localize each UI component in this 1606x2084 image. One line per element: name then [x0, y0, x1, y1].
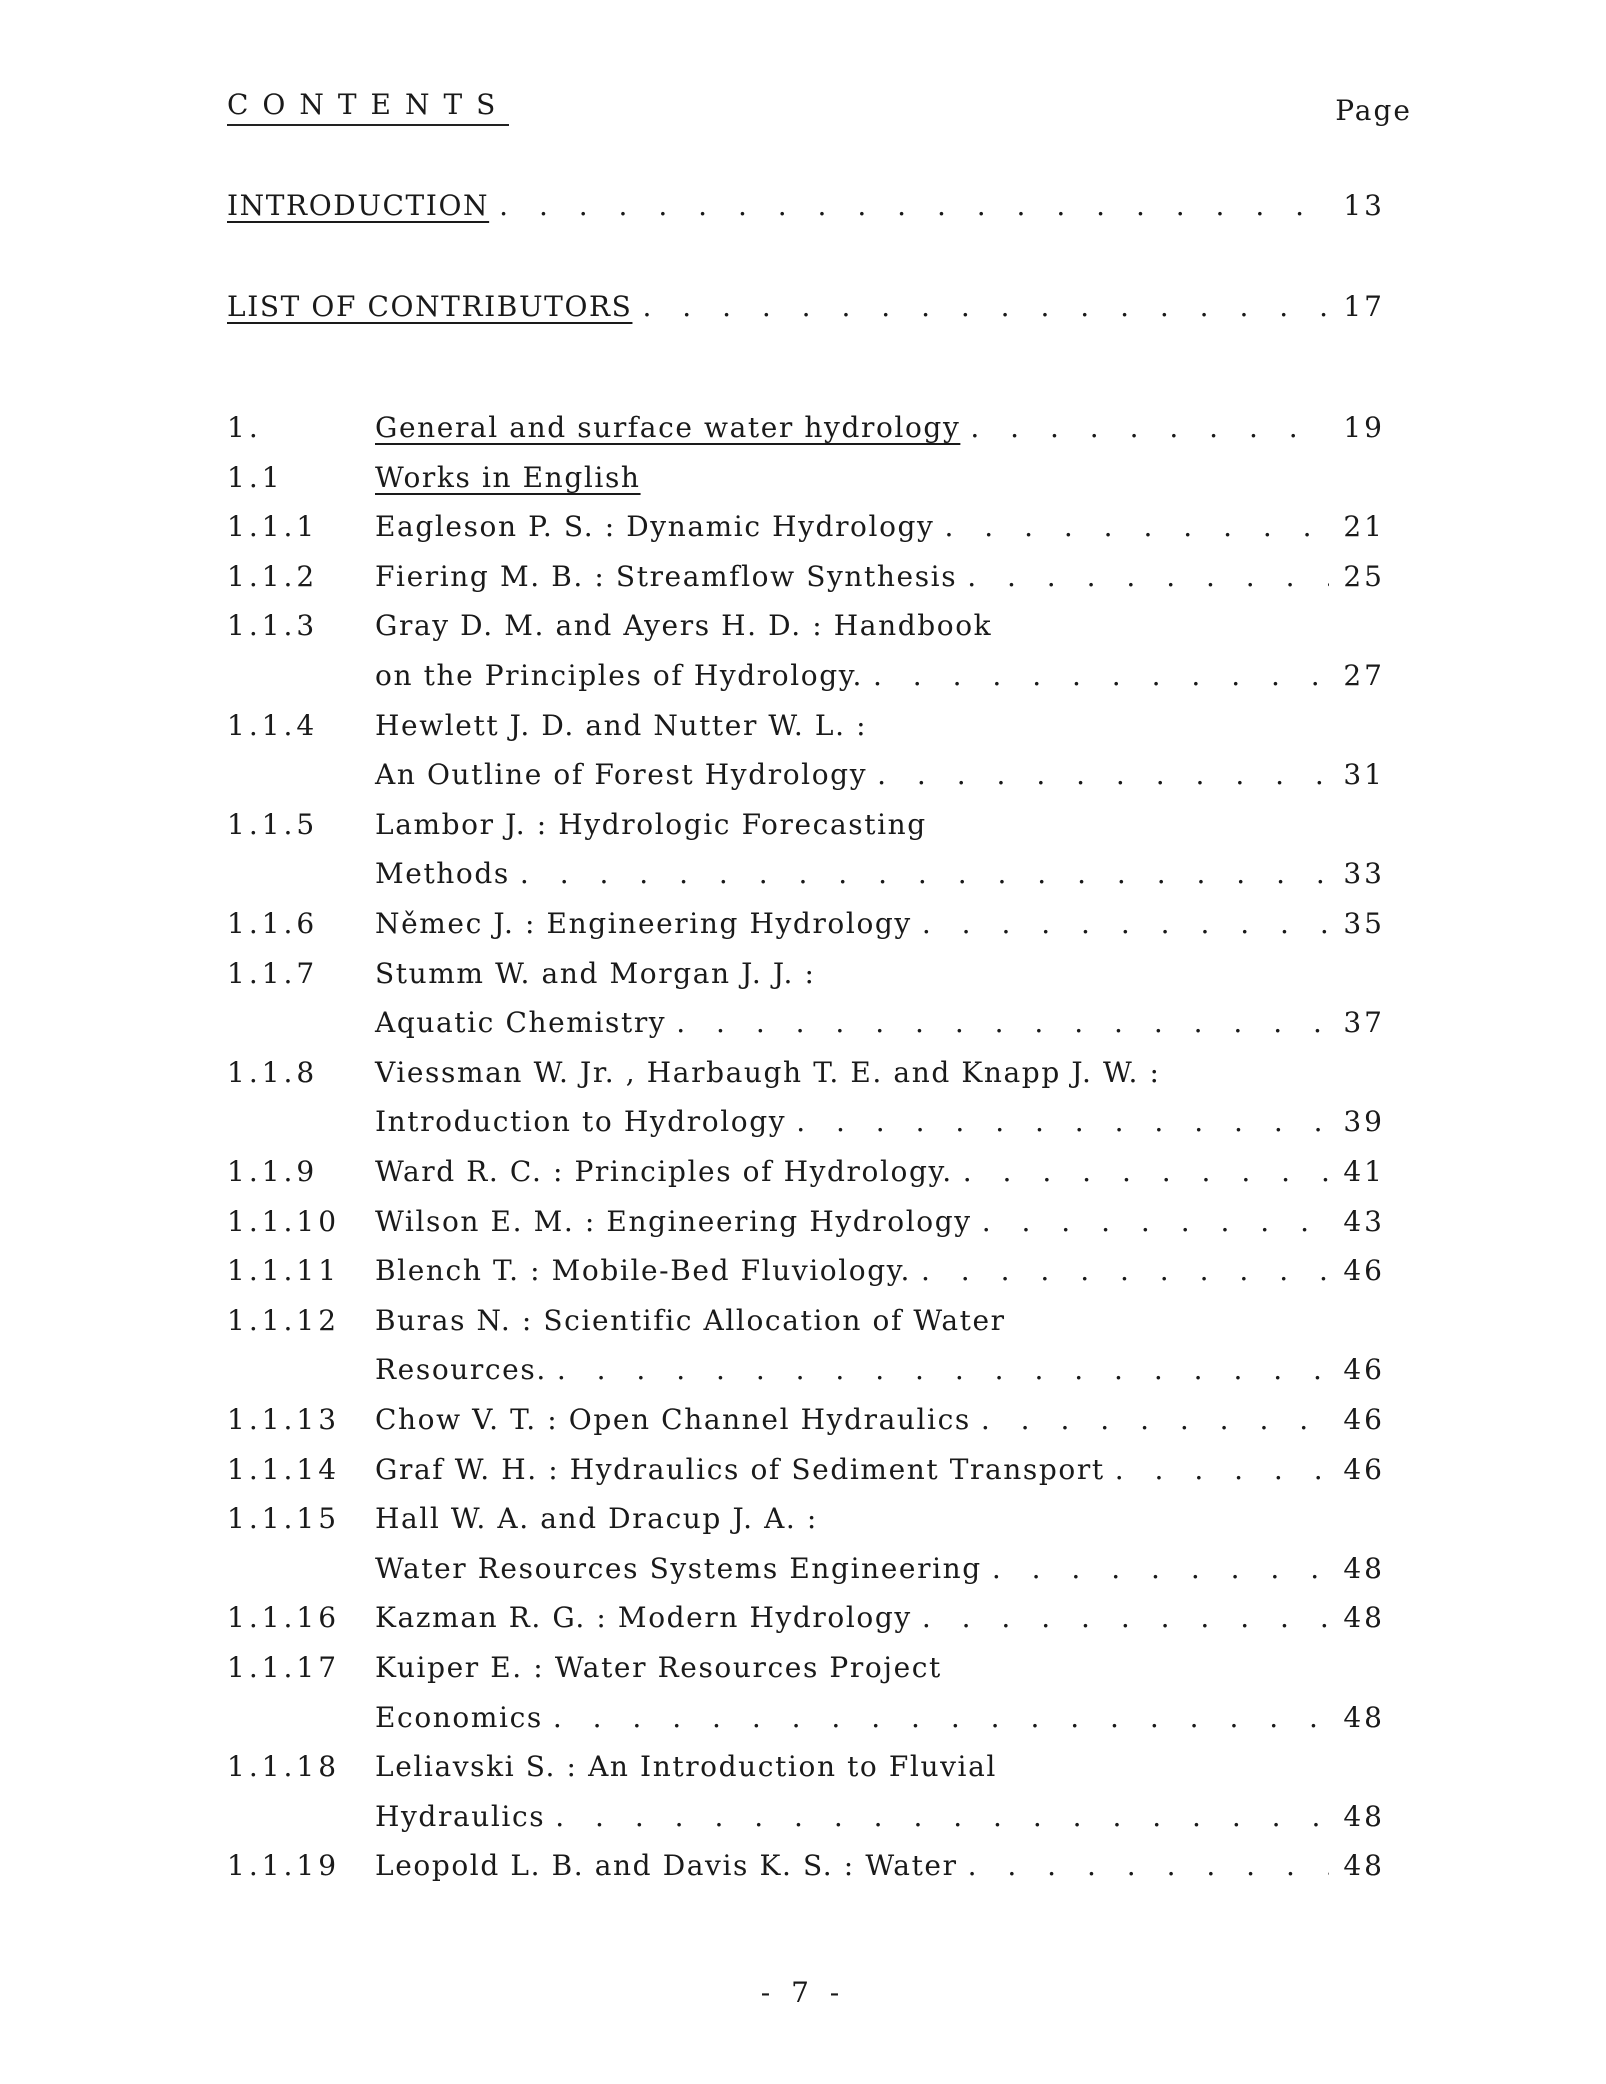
toc-section-number: 1.1.5: [227, 808, 319, 841]
toc-entry: [375, 706, 1385, 746]
toc-page-number: 19: [1343, 411, 1385, 444]
toc-page-number: 39: [1343, 1105, 1385, 1138]
toc-section-number: 1.1.18: [227, 1750, 341, 1783]
toc-section-number: 1.1.11: [227, 1254, 341, 1287]
dot-leader: [971, 1400, 1329, 1440]
dot-leader: [666, 1003, 1329, 1043]
toc-row: [227, 1747, 1385, 1787]
page-column-label: Page: [1335, 94, 1412, 127]
toc-row: [227, 408, 1385, 448]
toc-entry: [375, 606, 1385, 646]
toc-entry-title: Leopold L. B. and Davis K. S. : Water: [375, 1849, 958, 1882]
toc-page-number: 48: [1343, 1701, 1385, 1734]
toc-section-number: 1.1.8: [227, 1056, 319, 1089]
dot-leader: [912, 1598, 1329, 1638]
toc-row: [227, 1648, 1385, 1688]
toc-page-number: 27: [1343, 659, 1385, 692]
toc-entry-title: Kazman R. G. : Modern Hydrology: [375, 1601, 912, 1634]
toc-entry: [375, 1003, 1385, 1043]
toc-entry-title: Works in English: [375, 461, 641, 494]
dot-leader: [510, 854, 1329, 894]
toc-entry-title: Kuiper E. : Water Resources Project: [375, 1651, 942, 1684]
toc-row: [227, 1301, 1385, 1341]
contents-heading: CONTENTS: [227, 88, 509, 126]
toc-entry: [375, 557, 1385, 597]
toc-page-number: 46: [1343, 1353, 1385, 1386]
toc-entry-title: Hall W. A. and Dracup J. A. :: [375, 1502, 818, 1535]
toc-row: [227, 557, 1385, 597]
dot-leader: [786, 1102, 1329, 1142]
toc-entry: [375, 1549, 1385, 1589]
toc-row: [227, 1053, 1385, 1093]
toc-section-number: 1.1.9: [227, 1155, 319, 1188]
toc-entry: [375, 1499, 1385, 1539]
toc-section-number: 1.: [227, 411, 262, 444]
dot-leader: [934, 507, 1329, 547]
dot-leader: [1105, 1450, 1329, 1490]
toc-page-number: 17: [1343, 290, 1385, 323]
toc-entry: [375, 1152, 1385, 1192]
toc-entry-title: Resources.: [375, 1353, 547, 1386]
dot-leader: [957, 557, 1329, 597]
toc-entry: [375, 656, 1385, 696]
toc-entry-title: Eagleson P. S. : Dynamic Hydrology: [375, 510, 935, 543]
toc-entry: [375, 408, 1385, 448]
toc-page-number: 46: [1343, 1453, 1385, 1486]
toc-top-row: [227, 186, 1385, 226]
toc-entry-title: Aquatic Chemistry: [375, 1006, 667, 1039]
toc-page-number: 37: [1343, 1006, 1385, 1039]
toc-entry-title: Viessman W. Jr. , Harbaugh T. E. and Knapp J. W. :: [375, 1056, 1161, 1089]
toc-section-number: 1.1.14: [227, 1453, 341, 1486]
toc-entry: [375, 954, 1385, 994]
toc-entry: [227, 186, 1385, 226]
dot-leader: [912, 904, 1329, 944]
toc-row: [227, 1846, 1385, 1886]
toc-section-number: 1.1.1: [227, 510, 319, 543]
toc-page-number: 46: [1343, 1403, 1385, 1436]
toc-entry-title: Lambor J. : Hydrologic Forecasting: [375, 808, 927, 841]
toc-top-row: [227, 287, 1385, 327]
toc-row-continuation: [227, 1698, 1385, 1738]
dot-leader: [632, 287, 1329, 327]
toc-page-number: 25: [1343, 560, 1385, 593]
dot-leader: [982, 1549, 1329, 1589]
toc-entry-title: Wilson E. M. : Engineering Hydrology: [375, 1205, 972, 1238]
dot-leader: [547, 1350, 1329, 1390]
toc-section-number: 1.1.16: [227, 1601, 341, 1634]
toc-header: [227, 88, 1412, 128]
toc-entry-title: Fiering M. B. : Streamflow Synthesis: [375, 560, 958, 593]
toc-entry-title: Gray D. M. and Ayers H. D. : Handbook: [375, 609, 993, 642]
toc-entry: [375, 1102, 1385, 1142]
toc-section-number: 1.1.17: [227, 1651, 341, 1684]
toc-row-continuation: [227, 656, 1385, 696]
toc-section-number: 1.1.12: [227, 1304, 341, 1337]
toc-page-number: 33: [1343, 857, 1385, 890]
toc-row-continuation: [227, 1797, 1385, 1837]
toc-entry: [375, 1598, 1385, 1638]
toc-entry-title: Hydraulics: [375, 1800, 546, 1833]
toc-entry-title: Water Resources Systems Engineering: [375, 1552, 982, 1585]
toc-entry-title: Blench T. : Mobile-Bed Fluviology.: [375, 1254, 911, 1287]
toc-row: [227, 1598, 1385, 1638]
toc-row-continuation: [227, 1003, 1385, 1043]
toc-entry-title: Leliavski S. : An Introduction to Fluvial: [375, 1750, 997, 1783]
toc-page-number: 48: [1343, 1601, 1385, 1634]
toc-page-number: 41: [1343, 1155, 1385, 1188]
toc-entry-title: Methods: [375, 857, 510, 890]
toc-section-number: 1.1.13: [227, 1403, 341, 1436]
toc-entry: [375, 854, 1385, 894]
toc-entry: [227, 287, 1385, 327]
toc-entry-title: Buras N. : Scientific Allocation of Water: [375, 1304, 1006, 1337]
toc-entry-title: Hewlett J. D. and Nutter W. L. :: [375, 709, 868, 742]
toc-entry-title: Graf W. H. : Hydraulics of Sediment Transport: [375, 1453, 1105, 1486]
toc-row: [227, 507, 1385, 547]
toc-row: [227, 1152, 1385, 1192]
toc-entry: [375, 904, 1385, 944]
dot-leader: [863, 656, 1329, 696]
toc-entry: [375, 1350, 1385, 1390]
toc-row: [227, 1450, 1385, 1490]
toc-section-number: 1.1.19: [227, 1849, 341, 1882]
toc-row: [227, 706, 1385, 746]
toc-row-continuation: [227, 854, 1385, 894]
toc-entry-title: Ward R. C. : Principles of Hydrology.: [375, 1155, 953, 1188]
toc-entry: [375, 507, 1385, 547]
dot-leader: [545, 1797, 1329, 1837]
toc-entry-title: Introduction to Hydrology: [375, 1105, 787, 1138]
dot-leader: [958, 1846, 1329, 1886]
toc-entry: [375, 1400, 1385, 1440]
toc-row: [227, 1251, 1385, 1291]
toc-entry: [375, 1301, 1385, 1341]
toc-entry: [375, 805, 1385, 845]
toc-entry-title: Němec J. : Engineering Hydrology: [375, 907, 912, 940]
toc-entry: [375, 1450, 1385, 1490]
toc-section-number: 1.1.10: [227, 1205, 341, 1238]
toc-section-number: 1.1.2: [227, 560, 319, 593]
toc-entry-title: LIST OF CONTRIBUTORS: [227, 290, 633, 323]
toc-row: [227, 805, 1385, 845]
toc-entry: [375, 1202, 1385, 1242]
toc-entry-title: An Outline of Forest Hydrology: [375, 758, 868, 791]
toc-section-number: 1.1: [227, 461, 284, 494]
toc-entry: [375, 1698, 1385, 1738]
toc-entry: [375, 1846, 1385, 1886]
dot-leader: [867, 755, 1329, 795]
toc-page-number: 35: [1343, 907, 1385, 940]
toc-row: [227, 1202, 1385, 1242]
toc-row: [227, 458, 1385, 498]
toc-row-continuation: [227, 1102, 1385, 1142]
toc-page-number: 31: [1343, 758, 1385, 791]
toc-entry: [375, 458, 1385, 498]
toc-entry: [375, 1251, 1385, 1291]
toc-page-number: 21: [1343, 510, 1385, 543]
toc-row: [227, 1400, 1385, 1440]
toc-page-number: 13: [1343, 189, 1385, 222]
page-number: - 7 -: [760, 1976, 846, 2009]
toc-page-number: 48: [1343, 1800, 1385, 1833]
toc-entry: [375, 1747, 1385, 1787]
dot-leader: [960, 408, 1329, 448]
toc-entry-title: Chow V. T. : Open Channel Hydraulics: [375, 1403, 971, 1436]
toc-row: [227, 606, 1385, 646]
toc-page-number: 46: [1343, 1254, 1385, 1287]
toc-section-number: 1.1.3: [227, 609, 319, 642]
toc-row: [227, 904, 1385, 944]
toc-page-number: 48: [1343, 1552, 1385, 1585]
toc-section-number: 1.1.4: [227, 709, 319, 742]
toc-entry: [375, 1648, 1385, 1688]
toc-entry-title: Economics: [375, 1701, 543, 1734]
toc-section-number: 1.1.7: [227, 957, 319, 990]
toc-entry-title: on the Principles of Hydrology.: [375, 659, 863, 692]
toc-row-continuation: [227, 1350, 1385, 1390]
toc-entry: [375, 755, 1385, 795]
toc-entry: [375, 1053, 1385, 1093]
dot-leader: [953, 1152, 1329, 1192]
toc-row-continuation: [227, 1549, 1385, 1589]
toc-entry-title: General and surface water hydrology: [375, 411, 961, 444]
toc-entry-title: INTRODUCTION: [227, 189, 490, 222]
toc-section-number: 1.1.15: [227, 1502, 341, 1535]
toc-row-continuation: [227, 755, 1385, 795]
toc-row: [227, 954, 1385, 994]
toc-entry: [375, 1797, 1385, 1837]
toc-page-number: 48: [1343, 1849, 1385, 1882]
toc-page-number: 43: [1343, 1205, 1385, 1238]
dot-leader: [543, 1698, 1329, 1738]
toc-section-number: 1.1.6: [227, 907, 319, 940]
toc-row: [227, 1499, 1385, 1539]
dot-leader: [972, 1202, 1329, 1242]
dot-leader: [911, 1251, 1329, 1291]
toc-entry-title: Stumm W. and Morgan J. J. :: [375, 957, 816, 990]
dot-leader: [489, 186, 1329, 226]
